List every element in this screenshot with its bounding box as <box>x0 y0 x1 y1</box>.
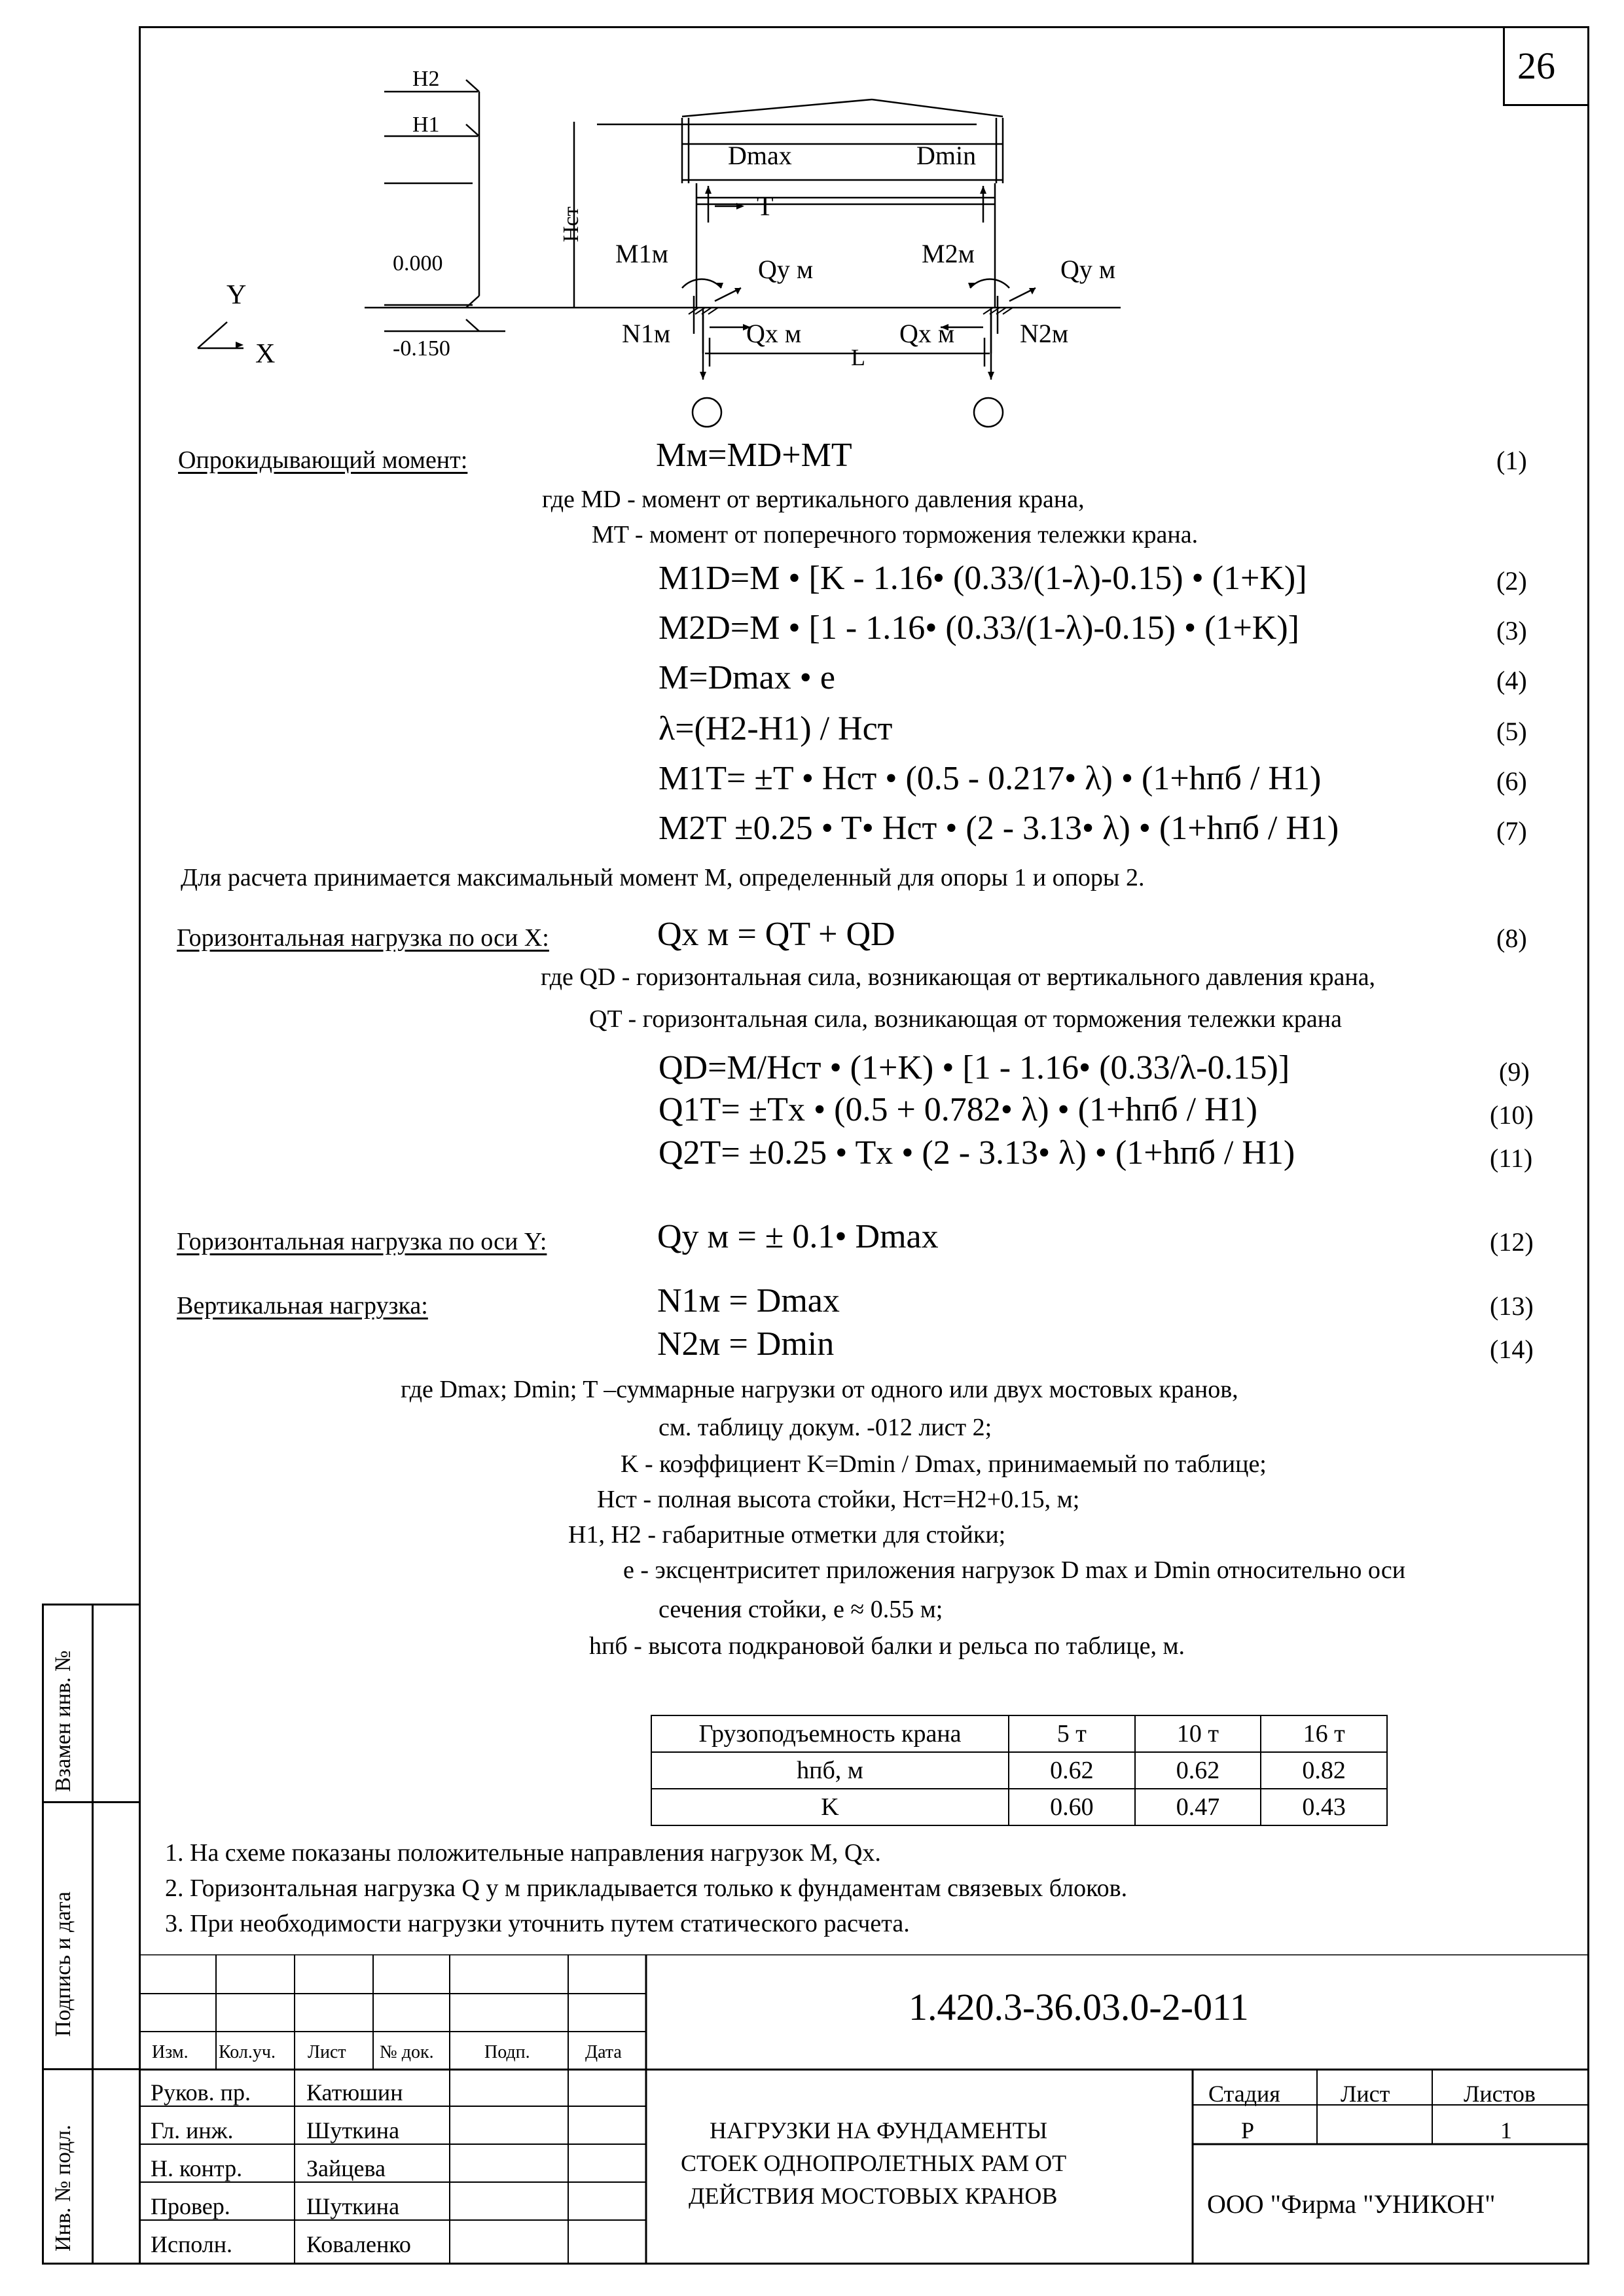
stamp-col-ndok: № док. <box>380 2042 434 2062</box>
formula-7-num: (7) <box>1496 816 1527 846</box>
label-h2: H2 <box>412 67 440 91</box>
formula-6-num: (6) <box>1496 766 1527 796</box>
stamp-role-2: Гл. инж. <box>151 2117 234 2144</box>
label-qx2: Qx м <box>899 319 955 348</box>
legend-line-4: Hст - полная высота стойки, Hст=H2+0.15, м; <box>597 1486 1080 1513</box>
footnote-1: 1. На схеме показаны положительные направления нагрузок M, Qx. <box>165 1839 881 1867</box>
table-row <box>651 1789 1387 1825</box>
section-horizontal-y: Горизонтальная нагрузка по оси Y: <box>177 1228 547 1255</box>
stamp-name-3: Зайцева <box>306 2155 386 2181</box>
where-md: где MD - момент от вертикального давления крана, <box>542 486 1085 513</box>
table-header-cell: 10 т <box>1135 1715 1261 1752</box>
formula-10: Q1T= ±Tx • (0.5 + 0.782• λ) • (1+hпб / H1) <box>659 1091 1257 1128</box>
label-n1: N1м <box>622 319 671 348</box>
footnote-2: 2. Горизонтальная нагрузка Q y м прикладывается только к фундаментам связевых блоков. <box>165 1874 1128 1902</box>
stage-value: Р <box>1241 2117 1255 2144</box>
table-row <box>651 1715 1387 1752</box>
formula-12: Qy м = ± 0.1• Dmax <box>657 1218 939 1255</box>
formula-7: M2T ±0.25 • T• Hст • (2 - 3.13• λ) • (1+hпб / H1) <box>659 810 1339 847</box>
table-row <box>651 1752 1387 1789</box>
label-zero: 0.000 <box>393 251 443 276</box>
stamp-col-data: Дата <box>585 2042 622 2062</box>
side-label-signature: Подпись и дата <box>51 1892 75 2037</box>
sheet-label: Лист <box>1341 2081 1390 2107</box>
stamp-name-4: Шуткина <box>306 2193 400 2219</box>
legend-line-7: сечения стойки, e ≈ 0.55 м; <box>659 1596 943 1623</box>
side-strip-divider <box>42 1604 139 1605</box>
side-label-inv: Инв. № подл. <box>51 2125 75 2251</box>
max-moment-note: Для расчета принимается максимальный момент M, определенный для опоры 1 и опоры 2. <box>181 864 1145 891</box>
sheets-value: 1 <box>1500 2117 1512 2144</box>
legend-line-3: K - коэффициент K=Dmin / Dmax, принимаемый по таблице; <box>621 1450 1267 1478</box>
table-cell: 0.60 <box>1009 1789 1135 1825</box>
label-m1: M1м <box>615 239 668 268</box>
legend-line-5: H1, H2 - габаритные отметки для стойки; <box>568 1521 1006 1549</box>
formula-2: M1D=M • [K - 1.16• (0.33/(1-λ)-0.15) • (1+K)] <box>659 560 1307 597</box>
legend-line-2: см. таблицу докум. -012 лист 2; <box>659 1414 992 1441</box>
table-header-cell: 5 т <box>1009 1715 1135 1752</box>
label-dmin: Dmin <box>916 141 977 170</box>
document-code: 1.420.3-36.03.0-2-011 <box>909 1986 1249 2028</box>
table-cell: 0.43 <box>1261 1789 1387 1825</box>
formula-5-num: (5) <box>1496 717 1527 746</box>
formula-11-num: (11) <box>1490 1143 1533 1173</box>
legend-line-1: где Dmax; Dmin; T –суммарные нагрузки от одного или двух мостовых кранов, <box>401 1376 1238 1403</box>
footnote-3: 3. При необходимости нагрузки уточнить путем статического расчета. <box>165 1910 910 1937</box>
drawing-title-3: ДЕЙСТВИЯ МОСТОВЫХ КРАНОВ <box>689 2183 1058 2209</box>
label-qx1: Qx м <box>746 319 802 348</box>
stamp-role-1: Руков. пр. <box>151 2079 251 2106</box>
label-qy1: Qy м <box>758 255 814 284</box>
formula-13: N1м = Dmax <box>657 1282 840 1319</box>
stamp-name-1: Катюшин <box>306 2079 403 2106</box>
stamp-col-list: Лист <box>308 2042 346 2062</box>
side-strip-inner-line <box>92 1604 94 2265</box>
label-t: T <box>757 192 774 222</box>
stamp-name-2: Шуткина <box>306 2117 400 2144</box>
stage-label: Стадия <box>1208 2081 1280 2107</box>
formula-4: M=Dmax • e <box>659 659 835 696</box>
label-hst: Hст <box>559 206 583 242</box>
table-cell: 0.62 <box>1135 1752 1261 1789</box>
legend-line-8: hпб - высота подкрановой балки и рельса по таблице, м. <box>589 1632 1185 1660</box>
label-minus: -0.150 <box>393 336 450 361</box>
drawing-title-2: СТОЕК ОДНОПРОЛЕТНЫХ РАМ ОТ <box>681 2150 1067 2176</box>
formula-9: QD=M/Hст • (1+K) • [1 - 1.16• (0.33/λ-0.15)] <box>659 1049 1290 1086</box>
formula-12-num: (12) <box>1490 1227 1534 1257</box>
formula-14: N2м = Dmin <box>657 1325 835 1363</box>
axis-x-label: X <box>255 339 276 369</box>
formula-3-num: (3) <box>1496 616 1527 645</box>
section-vertical: Вертикальная нагрузка: <box>177 1292 428 1319</box>
sheets-label: Листов <box>1464 2081 1536 2107</box>
formula-5: λ=(H2-H1) / Hст <box>659 710 893 747</box>
table-cell: hпб, м <box>651 1752 1009 1789</box>
formula-8: Qx м = QT + QD <box>657 916 895 953</box>
table-header-cell: 16 т <box>1261 1715 1387 1752</box>
crane-capacity-table <box>651 1715 1388 1826</box>
label-h1: H1 <box>412 113 440 137</box>
formula-9-num: (9) <box>1499 1057 1530 1086</box>
label-qy2: Qy м <box>1060 255 1116 284</box>
axis-y-label: Y <box>226 280 247 310</box>
formula-3: M2D=M • [1 - 1.16• (0.33/(1-λ)-0.15) • (1+K)] <box>659 609 1299 647</box>
formula-2-num: (2) <box>1496 566 1527 596</box>
formula-1: Mм=MD+MT <box>656 437 852 474</box>
sheet-number: 26 <box>1517 45 1555 87</box>
company-name: ООО "Фирма "УНИКОН" <box>1207 2189 1496 2219</box>
where-mt: MT - момент от поперечного торможения тележки крана. <box>592 521 1199 548</box>
label-dmax: Dmax <box>728 141 792 170</box>
table-cell: 0.47 <box>1135 1789 1261 1825</box>
label-l: L <box>851 344 865 370</box>
formula-4-num: (4) <box>1496 666 1527 695</box>
drawing-title-1: НАГРУЗКИ НА ФУНДАМЕНТЫ <box>710 2117 1048 2144</box>
section-overturning: Опрокидывающий момент: <box>178 446 468 474</box>
frame-diagram <box>139 26 1186 445</box>
side-label-replaced: Взамен инв. № <box>51 1650 75 1792</box>
stamp-col-podp: Подп. <box>484 2042 530 2062</box>
label-n2: N2м <box>1020 319 1069 348</box>
table-cell: K <box>651 1789 1009 1825</box>
formula-1-num: (1) <box>1496 446 1527 475</box>
formula-6: M1T= ±T • Hст • (0.5 - 0.217• λ) • (1+hпб / H1) <box>659 760 1322 797</box>
formula-13-num: (13) <box>1490 1291 1534 1321</box>
stamp-name-5: Коваленко <box>306 2231 411 2257</box>
section-horizontal-x: Горизонтальная нагрузка по оси X: <box>177 924 549 952</box>
formula-10-num: (10) <box>1490 1100 1534 1130</box>
side-strip-divider <box>42 2068 139 2070</box>
formula-14-num: (14) <box>1490 1335 1534 1364</box>
legend-line-6: e - эксцентриситет приложения нагрузок D max и Dmin относительно оси <box>623 1556 1406 1584</box>
table-cell: 0.62 <box>1009 1752 1135 1789</box>
where-qd: где QD - горизонтальная сила, возникающая от вертикального давления крана, <box>541 963 1376 991</box>
stamp-role-3: Н. контр. <box>151 2155 243 2181</box>
side-strip-divider <box>42 1801 139 1803</box>
table-header-cell: Грузоподъемность крана <box>651 1715 1009 1752</box>
table-cell: 0.82 <box>1261 1752 1387 1789</box>
formula-11: Q2T= ±0.25 • Tx • (2 - 3.13• λ) • (1+hпб / H1) <box>659 1134 1295 1172</box>
stamp-role-4: Провер. <box>151 2193 230 2219</box>
stamp-col-kolvo: Кол.уч. <box>219 2042 276 2062</box>
stamp-col-izm: Изм. <box>152 2042 189 2062</box>
where-qt: QT - горизонтальная сила, возникающая от торможения тележки крана <box>589 1005 1343 1033</box>
stamp-role-5: Исполн. <box>151 2231 232 2257</box>
formula-8-num: (8) <box>1496 924 1527 953</box>
label-m2: M2м <box>922 239 975 268</box>
